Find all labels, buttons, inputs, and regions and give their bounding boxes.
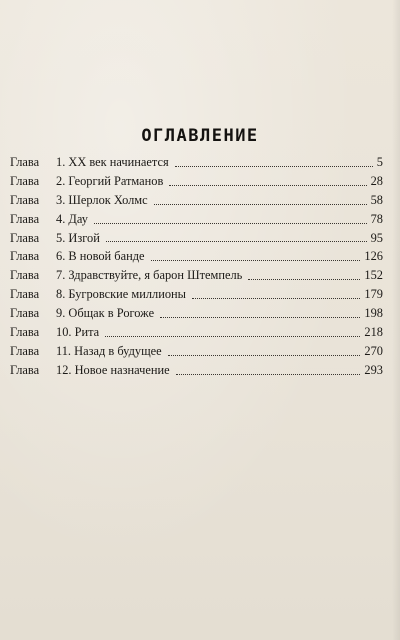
chapter-word: Глава — [10, 306, 40, 321]
page-number: 95 — [370, 230, 383, 245]
page-number: 198 — [364, 306, 383, 321]
chapter-word: Глава — [10, 325, 40, 339]
dot-leader — [168, 355, 361, 356]
page-number: 58 — [370, 192, 383, 207]
dot-leader — [248, 279, 360, 280]
table-of-contents — [10, 153, 383, 380]
chapter-word: Глава — [10, 343, 40, 358]
chapter-word: Глава — [10, 230, 40, 245]
chapter-title: 3. Шерлок Холмс — [56, 192, 148, 207]
chapter-title: 12. Новое назначение — [56, 362, 170, 377]
chapter-title: 6. В новой банде — [56, 249, 145, 264]
page-number: 218 — [364, 325, 383, 339]
dot-leader — [160, 317, 360, 318]
toc-entry[interactable] — [10, 266, 383, 285]
page-number: 5 — [376, 154, 383, 169]
dot-leader — [154, 204, 367, 205]
toc-entry[interactable] — [10, 172, 383, 191]
chapter-title: 4. Дау — [56, 211, 88, 226]
chapter-word: Глава — [10, 173, 40, 188]
dot-leader — [176, 374, 361, 375]
dot-leader — [106, 241, 367, 242]
chapter-title: 5. Изгой — [56, 230, 100, 245]
chapter-title: 8. Бугровские миллионы — [56, 287, 187, 302]
toc-entry[interactable] — [10, 229, 383, 248]
toc-heading: ОГЛАВЛЕНИЕ — [141, 126, 259, 146]
toc-entry[interactable] — [10, 153, 383, 172]
toc-entry[interactable] — [10, 304, 383, 323]
toc-entry[interactable] — [10, 342, 383, 361]
page-number: 126 — [364, 249, 383, 264]
dot-leader — [175, 166, 373, 167]
page-number: 78 — [370, 211, 383, 226]
chapter-word: Глава — [10, 268, 40, 283]
chapter-word: Глава — [10, 249, 40, 264]
page-edge-shadow — [392, 0, 400, 640]
toc-entry[interactable] — [10, 191, 383, 210]
toc-entry[interactable] — [10, 247, 383, 266]
chapter-title: 2. Георгий Ратманов — [56, 173, 164, 188]
show-through-text — [90, 0, 330, 120]
toc-entry[interactable] — [10, 323, 383, 342]
chapter-title: 11. Назад в будущее — [56, 343, 162, 358]
chapter-word: Глава — [10, 192, 40, 207]
page-number: 179 — [364, 287, 383, 302]
dot-leader — [94, 223, 367, 224]
dot-leader — [105, 336, 360, 337]
page-number: 28 — [370, 173, 383, 188]
chapter-word: Глава — [10, 287, 40, 302]
dot-leader — [169, 185, 366, 186]
page-number: 293 — [364, 362, 383, 377]
dot-leader — [151, 260, 361, 261]
chapter-title: 9. Общак в Рогоже — [56, 306, 155, 321]
chapter-word: Глава — [10, 211, 40, 226]
toc-entry[interactable] — [10, 210, 383, 229]
dot-leader — [192, 298, 360, 299]
page-number: 270 — [364, 343, 383, 358]
chapter-title: 10. Рита — [56, 325, 100, 339]
chapter-word: Глава — [10, 154, 40, 169]
toc-entry[interactable] — [10, 361, 383, 380]
chapter-title: 7. Здравствуйте, я барон Штемпель — [56, 268, 243, 283]
page-number: 152 — [364, 268, 383, 283]
chapter-word: Глава — [10, 362, 40, 377]
toc-entry[interactable] — [10, 285, 383, 304]
chapter-title: 1. XX век начинается — [56, 154, 169, 169]
